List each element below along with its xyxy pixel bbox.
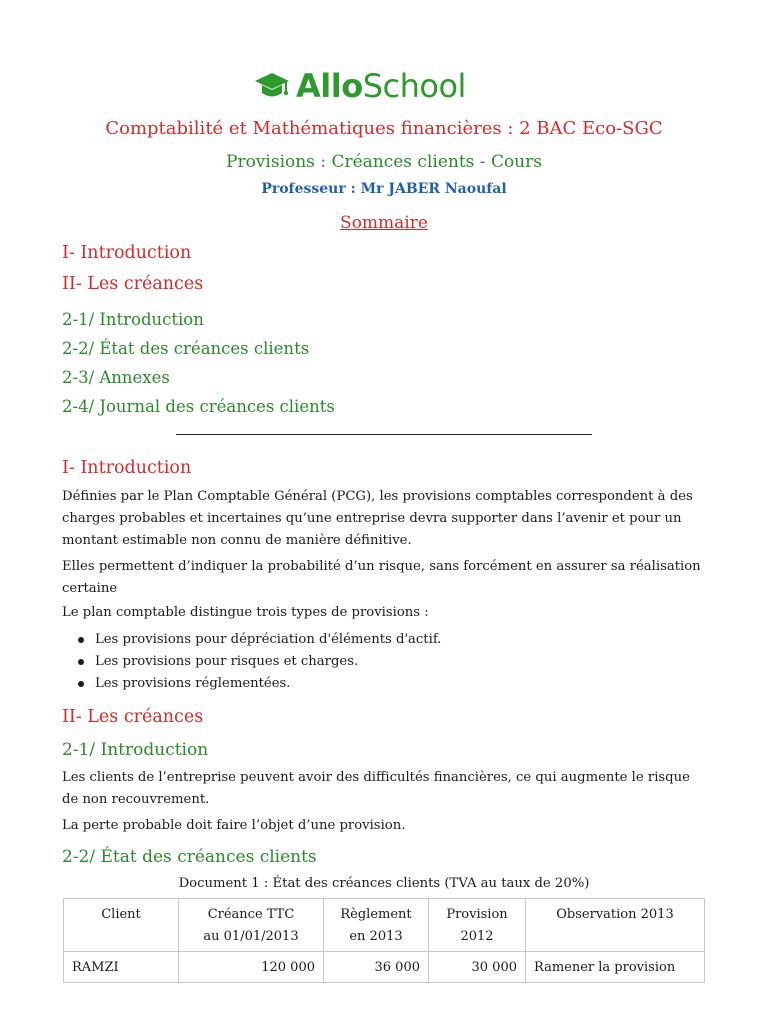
- section-1-heading: I- Introduction: [62, 458, 192, 478]
- column-header-observation: Observation 2013: [526, 899, 705, 952]
- course-title: Comptabilité et Mathématiques financières : 2 BAC Eco-SGC: [105, 118, 663, 139]
- toc-item-2-1[interactable]: 2-1/ Introduction: [62, 310, 204, 329]
- toc-item-creances[interactable]: II- Les créances: [62, 274, 204, 294]
- list-item: Les provisions pour dépréciation d'éléments d'actif.: [62, 629, 441, 651]
- subsection-2-1-paragraph-2: La perte probable doit faire l’objet d’une provision.: [62, 818, 406, 833]
- lesson-subtitle: Provisions : Créances clients - Cours: [226, 152, 542, 172]
- section-2-heading: II- Les créances: [62, 707, 204, 727]
- logo-text: [296, 67, 466, 105]
- alloschool-logo[interactable]: [254, 64, 466, 108]
- professor-name: Professeur : Mr JABER Naoufal: [261, 181, 507, 197]
- list-item: Les provisions réglementées.: [62, 673, 441, 695]
- list-item: Les provisions pour risques et charges.: [62, 651, 441, 673]
- section-1-paragraph-1: Définies par le Plan Comptable Général (PCG), les provisions comptables correspondent à des charges probables et incertaines qu’une entreprise devra supporter dans l’avenir et pour un montant estimable non connu de manière définitive.: [62, 489, 693, 548]
- table-row: [64, 952, 705, 983]
- subsection-2-2-heading: 2-2/ État des créances clients: [62, 847, 317, 867]
- logo-text-regular: School: [362, 67, 466, 105]
- column-header-creance: Créance TTC au 01/01/2013: [179, 899, 324, 952]
- column-header-client: Client: [64, 899, 179, 952]
- table-header-row: [64, 899, 705, 952]
- subsection-2-1-heading: 2-1/ Introduction: [62, 740, 209, 760]
- cell-creance: 120 000: [179, 952, 324, 983]
- toc-item-introduction[interactable]: I- Introduction: [62, 243, 192, 263]
- subsection-2-1-paragraph-1: Les clients de l’entreprise peuvent avoir des difficultés financières, ce qui augmente le risque de non recouvrement.: [62, 770, 690, 807]
- logo-text-bold: Allo: [296, 67, 363, 105]
- section-1-paragraph-2: Elles permettent d’indiquer la probabilité d’un risque, sans forcément en assurer sa réalisation certaine: [62, 559, 701, 596]
- column-header-provision: Provision 2012: [429, 899, 526, 952]
- section-1-paragraph-3: Le plan comptable distingue trois types de provisions :: [62, 605, 429, 620]
- summary-title: Sommaire: [340, 213, 428, 233]
- provision-types-list: [62, 629, 441, 695]
- graduation-cap-icon: [254, 69, 290, 103]
- cell-observation: Ramener la provision: [526, 952, 705, 983]
- divider: [176, 434, 592, 435]
- cell-client: RAMZI: [64, 952, 179, 983]
- column-header-reglement: Règlement en 2013: [324, 899, 429, 952]
- table-caption: Document 1 : État des créances clients (TVA au taux de 20%): [178, 876, 590, 891]
- toc-item-2-3[interactable]: 2-3/ Annexes: [62, 368, 170, 387]
- cell-provision: 30 000: [429, 952, 526, 983]
- toc-item-2-2[interactable]: 2-2/ État des créances clients: [62, 339, 310, 358]
- toc-item-2-4[interactable]: 2-4/ Journal des créances clients: [62, 397, 335, 416]
- receivables-table: [63, 898, 705, 983]
- cell-reglement: 36 000: [324, 952, 429, 983]
